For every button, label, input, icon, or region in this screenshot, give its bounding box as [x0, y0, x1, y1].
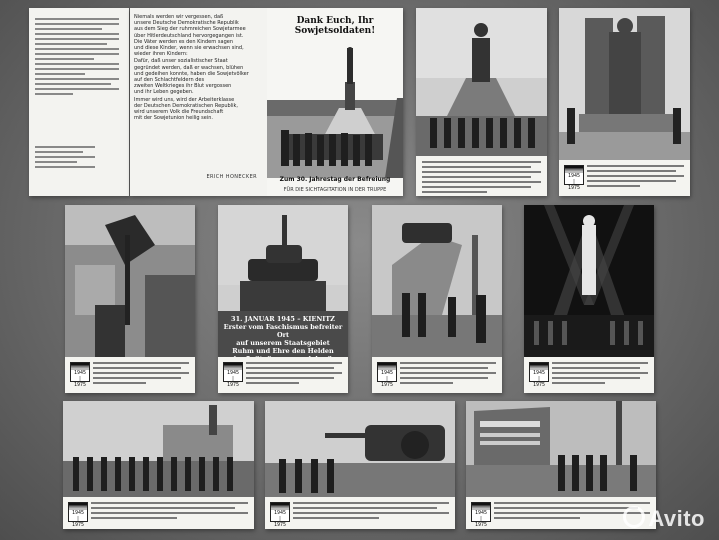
tank-square-photo [265, 401, 455, 497]
quote-line: und diese Kinder, wenn sie erwachsen sind, [134, 45, 244, 52]
anniversary-logo: 1945 | 1975 [223, 362, 243, 382]
anniversary-logo: 1945 | 1975 [68, 502, 88, 522]
poster-card [130, 8, 403, 196]
avito-logo-icon [623, 506, 645, 528]
quote-line: und gedeihen konnte, haben die Sowjetvölker [134, 70, 249, 77]
photo-caption [559, 160, 690, 196]
photo-caption [372, 357, 502, 393]
photo-caption [218, 357, 348, 393]
quote-line: Die Väter werden es den Kindern sagen [134, 38, 234, 45]
quote-line: Immer wird uns, wird der Arbeiterklasse [134, 96, 235, 103]
tiergarten-parade-photo [63, 401, 254, 497]
night-ceremony-photo [524, 205, 654, 357]
avito-watermark [623, 506, 705, 532]
photo-caption [65, 357, 195, 393]
anniversary-logo: 1945 | 1975 [377, 362, 397, 382]
memorial-stone-photo [466, 401, 656, 497]
photo-card-night-ceremony [524, 205, 654, 393]
quote-line: Niemals werden wir vergessen, daß [134, 14, 224, 20]
quote-line: auf den Schlachtfeldern des [134, 77, 205, 84]
photo-caption [524, 357, 654, 393]
quote-line: aus dem Sieg der ruhmreichen Sowjetarmee [134, 26, 246, 33]
anniversary-label: Zum 30. Jahrestag der Befreiung [279, 176, 391, 183]
quote-line: und ihr Leben gegeben. [134, 89, 194, 96]
monument-photo [416, 8, 547, 156]
publisher-notes [35, 146, 95, 171]
signature: ERICH HONECKER [206, 174, 257, 180]
poster-panel [267, 8, 403, 196]
anniversary-logo: 1945 | 1975 [270, 502, 290, 522]
plaque-line: Erster vom Faschismus befreiter Ort [223, 323, 343, 339]
poem-panel [130, 8, 267, 196]
quote-line: unsere Deutsche Demokratische Republik [134, 20, 239, 27]
poster-title: Dank Euch, Ihr Sowjetsoldaten! [294, 16, 376, 36]
photo-card-guard [372, 205, 502, 393]
quote-line: wird unserem Volk die Freundschaft [134, 109, 224, 116]
photo-card-treptow [559, 8, 690, 196]
photo-caption [63, 497, 254, 529]
photo-card-reichstag [65, 205, 195, 393]
tank-memorial-photo [218, 205, 348, 357]
intro-paragraph [35, 18, 119, 98]
photo-card-tiergarten [63, 401, 254, 529]
quote-line: der Deutschen Demokratischen Republik, [134, 102, 238, 109]
intro-text-card [29, 8, 129, 196]
honecker-quote [134, 14, 263, 121]
quote-line: über Hitlerdeutschland hervorgegangen ist. [134, 32, 244, 39]
anniversary-logo: 1945 | 1975 [471, 502, 491, 522]
photo-card-tiergarten-top [416, 8, 547, 196]
anniversary-logo: 1945 | 1975 [564, 165, 584, 185]
memorial-ceremony-photo [267, 38, 403, 178]
quote-line: wieder ihren Kindern: [134, 51, 188, 58]
photo-card-kienitz-tank [218, 205, 348, 393]
quote-line: zweiten Weltkrieges ihr Blut vergossen [134, 83, 232, 90]
quote-line: mit der Sowjetunion heilig sein. [134, 115, 214, 122]
plaque-line: 31. JANUAR 1945 – KIENITZ [231, 315, 335, 323]
anniversary-logo: 1945 | 1975 [529, 362, 549, 382]
plaque-line: Ruhm und Ehre den Helden [232, 347, 334, 355]
anniversary-logo: 1945 | 1975 [70, 362, 90, 382]
quote-line: Dafür, daß unser sozialistischer Staat [134, 58, 228, 65]
monument-photo [559, 8, 690, 160]
watermark-text: Avito [648, 506, 705, 531]
reichstag-flag-photo [65, 205, 195, 357]
plaque-line: auf unserem Staatsgebiet [236, 339, 330, 347]
poster-footer: FÜR DIE SICHTAGITATION IN DER TRUPPE [283, 187, 387, 193]
photo-caption [265, 497, 455, 529]
photo-card-tank-square [265, 401, 455, 529]
photo-caption [416, 156, 547, 196]
quote-line: gegründet werden, daß er wachsen, blühen [134, 64, 244, 71]
honour-guard-photo [372, 205, 502, 357]
